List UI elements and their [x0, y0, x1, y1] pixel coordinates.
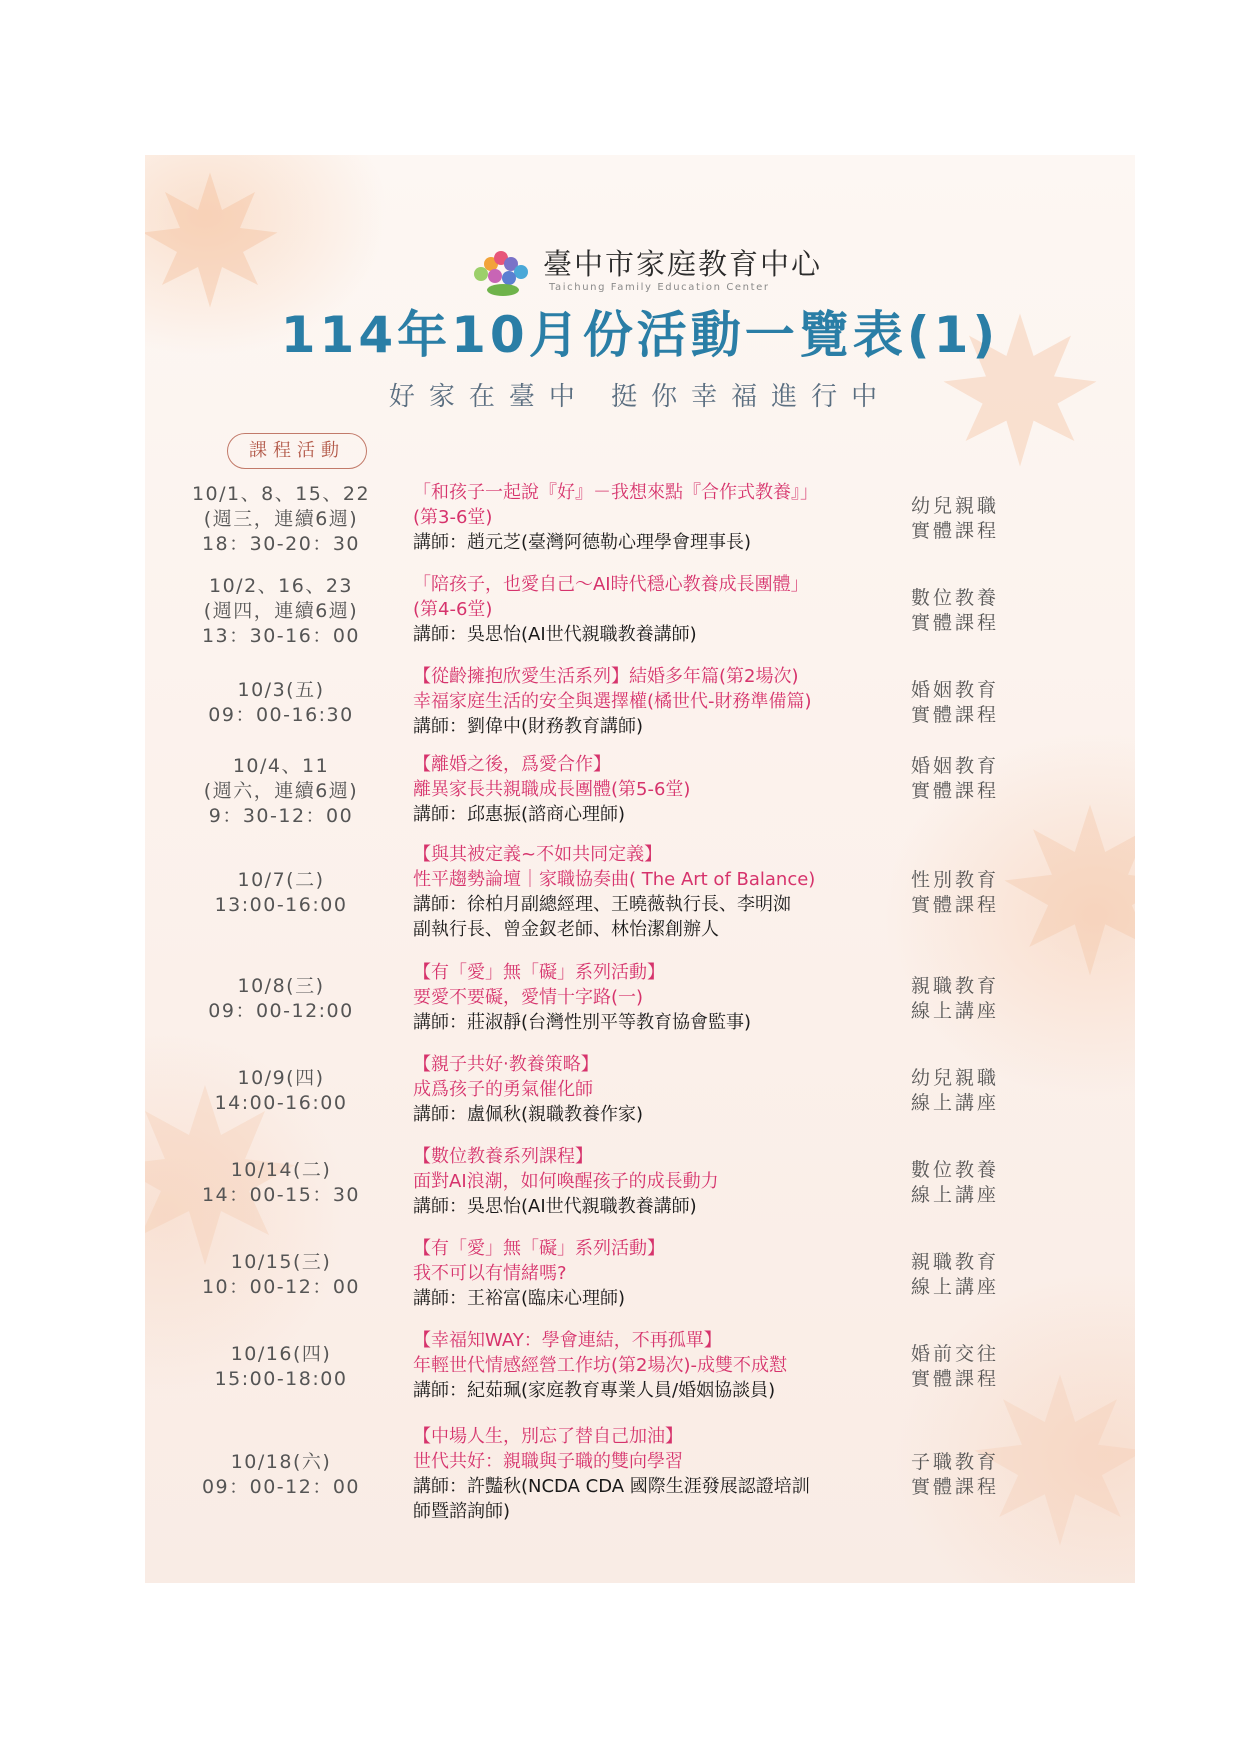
event-lecturer-line: 講師：盧佩秋(親職教養作家): [413, 1104, 644, 1125]
event-row: [183, 752, 1103, 842]
event-row: [183, 1424, 1103, 1534]
event-title-line: 「和孩子一起說『好』－我想來點『合作式教養』」: [413, 482, 818, 503]
page-title: 114年10月份活動一覽表(1): [280, 306, 1000, 364]
event-date-line: 15:00-18:00: [214, 1368, 348, 1390]
event-date-line: 09：00-12：00: [201, 1476, 361, 1498]
event-date-line: (週三，連續6週): [203, 508, 359, 530]
event-row: [183, 1236, 1103, 1328]
event-lecturer-line: 講師：吳思怡(AI世代親職教養講師): [413, 624, 697, 645]
event-row: [183, 664, 1103, 752]
event-date-line: 10/15(三): [230, 1251, 332, 1273]
event-date-line: 10/18(六): [230, 1451, 332, 1473]
event-type: [911, 868, 1021, 918]
event-title-line: 【有「愛」無「礙」系列活動】: [413, 962, 665, 983]
event-format: 實體課程: [911, 612, 1000, 634]
event-format: 實體課程: [911, 894, 1000, 916]
event-date-line: 13:00-16:00: [214, 894, 348, 916]
event-title-line: 【幸福知WAY：學會連結，不再孤單】: [413, 1330, 722, 1351]
event-details: [413, 1424, 873, 1524]
event-category: 子職教育: [911, 1451, 1000, 1473]
hydrangea-logo-icon: [467, 244, 535, 298]
event-type: [911, 1450, 1021, 1500]
event-date-line: 10/9(四): [237, 1067, 325, 1089]
event-lecturer-line: 師暨諮詢師): [413, 1501, 511, 1522]
event-title-line: 離異家長共親職成長團體(第5-6堂): [413, 779, 691, 800]
event-row: [183, 480, 1103, 572]
event-row: [183, 1328, 1103, 1424]
event-title-line: 【中場人生，別忘了替自己加油】: [413, 1426, 683, 1447]
event-date-line: 10/3(五): [237, 679, 325, 701]
event-title-line: (第4-6堂): [413, 599, 493, 620]
event-date: [183, 574, 379, 649]
event-title-line: 面對AI浪潮，如何喚醒孩子的成長動力: [413, 1171, 719, 1192]
event-title-line: (第3-6堂): [413, 507, 493, 528]
event-row: [183, 960, 1103, 1052]
event-category: 幼兒親職: [911, 495, 1000, 517]
event-title-line: 我不可以有情緒嗎?: [413, 1263, 567, 1284]
event-row: [183, 572, 1103, 664]
event-title-line: 成爲孩子的勇氣催化師: [413, 1079, 593, 1100]
event-details: [413, 1236, 873, 1311]
event-type: [911, 754, 1021, 804]
section-label: 課程活動: [227, 433, 367, 469]
organization-name: 臺中市家庭教育中心: [543, 247, 823, 281]
event-type: [911, 974, 1021, 1024]
event-date: [183, 678, 379, 728]
event-details: [413, 1052, 873, 1127]
event-date-line: 14：00-15：30: [201, 1184, 361, 1206]
event-type: [911, 1066, 1021, 1116]
event-lecturer-line: 講師：紀茹珮(家庭教育專業人員/婚姻協談員): [413, 1380, 776, 1401]
event-type: [911, 1342, 1021, 1392]
event-type: [911, 678, 1021, 728]
event-type: [911, 1250, 1021, 1300]
event-title-line: 【數位教養系列課程】: [413, 1146, 593, 1167]
event-date-line: 10/14(二): [230, 1159, 332, 1181]
event-title-line: 世代共好：親職與子職的雙向學習: [413, 1451, 683, 1472]
event-date-line: 9：30-12：00: [208, 805, 354, 827]
event-title-line: 【從齡擁抱欣愛生活系列】結婚多年篇(第2場次): [413, 666, 799, 687]
event-date-line: 10/2、16、23: [208, 575, 354, 597]
event-format: 實體課程: [911, 520, 1000, 542]
event-date-line: (週六，連續6週): [203, 780, 359, 802]
event-date-line: 13：30-16：00: [201, 625, 361, 647]
event-date: [183, 868, 379, 918]
event-category: 親職教育: [911, 1251, 1000, 1273]
event-date-line: 10/1、8、15、22: [191, 483, 371, 505]
event-date-line: 09：00-12:00: [208, 1000, 354, 1022]
event-category: 親職教育: [911, 975, 1000, 997]
event-title-line: 年輕世代情感經營工作坊(第2場次)-成雙不成懟: [413, 1355, 787, 1376]
event-date-line: 10/7(二): [237, 869, 325, 891]
event-format: 線上講座: [911, 1092, 1000, 1114]
event-details: [413, 1144, 873, 1219]
event-date: [183, 974, 379, 1024]
event-format: 實體課程: [911, 704, 1000, 726]
event-format: 實體課程: [911, 1368, 1000, 1390]
event-details: [413, 480, 873, 555]
event-title-line: 【離婚之後，爲愛合作】: [413, 754, 611, 775]
event-date-line: 10/16(四): [230, 1343, 332, 1365]
event-category: 數位教養: [911, 587, 1000, 609]
event-category: 婚姻教育: [911, 755, 1000, 777]
event-category: 幼兒親職: [911, 1067, 1000, 1089]
event-format: 實體課程: [911, 1476, 1000, 1498]
event-date: [183, 1158, 379, 1208]
event-title-line: 【有「愛」無「礙」系列活動】: [413, 1238, 665, 1259]
event-type: [911, 494, 1021, 544]
event-date-line: (週四，連續6週): [203, 600, 359, 622]
event-date-line: 09：00-16:30: [208, 704, 354, 726]
maple-leaf-decoration-icon: [145, 165, 285, 315]
event-row: [183, 1052, 1103, 1144]
event-lecturer-line: 講師：許豔秋(NCDA CDA 國際生涯發展認證培訓: [413, 1476, 810, 1497]
event-date: [183, 1250, 379, 1300]
event-date: [183, 1066, 379, 1116]
event-row: [183, 1144, 1103, 1236]
event-category: 婚前交往: [911, 1343, 1000, 1365]
event-lecturer-line: 講師：趙元芝(臺灣阿德勒心理學會理事長): [413, 532, 752, 553]
event-details: [413, 960, 873, 1035]
event-details: [413, 752, 873, 827]
event-details: [413, 842, 873, 942]
event-date-line: 10/8(三): [237, 975, 325, 997]
event-details: [413, 1328, 873, 1403]
organization-logo: [467, 241, 822, 301]
event-date: [183, 754, 379, 829]
event-title-line: 「陪孩子，也愛自己～AI時代穩心教養成長團體」: [413, 574, 809, 595]
poster: [145, 155, 1135, 1583]
event-title-line: 性平趨勢論壇｜家職協奏曲( The Art of Balance): [413, 869, 816, 890]
event-date-line: 18：30-20：30: [201, 533, 361, 555]
event-category: 數位教養: [911, 1159, 1000, 1181]
event-details: [413, 572, 873, 647]
event-date: [183, 1450, 379, 1500]
event-format: 線上講座: [911, 1000, 1000, 1022]
event-row: [183, 842, 1103, 960]
event-format: 實體課程: [911, 780, 1000, 802]
event-lecturer-line: 講師：莊淑靜(台灣性別平等教育協會監事): [413, 1012, 752, 1033]
event-date-line: 10：00-12：00: [201, 1276, 361, 1298]
event-format: 線上講座: [911, 1184, 1000, 1206]
event-type: [911, 1158, 1021, 1208]
event-date: [183, 1342, 379, 1392]
event-lecturer-line: 講師：徐柏月副總經理、王曉薇執行長、李明洳: [413, 894, 791, 915]
event-title-line: 【與其被定義~不如共同定義】: [413, 844, 663, 865]
event-date: [183, 482, 379, 557]
event-lecturer-line: 講師：劉偉中(財務教育講師): [413, 716, 644, 737]
event-category: 性別教育: [911, 869, 1000, 891]
event-details: [413, 664, 873, 739]
event-category: 婚姻教育: [911, 679, 1000, 701]
event-title-line: 【親子共好‧教養策略】: [413, 1054, 599, 1075]
event-title-line: 幸福家庭生活的安全與選擇權(橘世代-財務準備篇): [413, 691, 812, 712]
event-date-line: 10/4、11: [232, 755, 330, 777]
event-lecturer-line: 講師：吳思怡(AI世代親職教養講師): [413, 1196, 697, 1217]
event-lecturer-line: 講師：王裕富(臨床心理師): [413, 1288, 626, 1309]
event-title-line: 要愛不要礙，愛情十字路(一): [413, 987, 644, 1008]
event-date-line: 14:00-16:00: [214, 1092, 348, 1114]
slogan: 好家在臺中 挺你幸福進行中: [388, 382, 892, 412]
event-format: 線上講座: [911, 1276, 1000, 1298]
organization-name-english: Taichung Family Education Center: [549, 282, 770, 293]
event-type: [911, 586, 1021, 636]
event-lecturer-line: 講師：邱惠振(諮商心理師): [413, 804, 626, 825]
event-lecturer-line: 副執行長、曾金釵老師、林怡潔創辦人: [413, 919, 719, 940]
